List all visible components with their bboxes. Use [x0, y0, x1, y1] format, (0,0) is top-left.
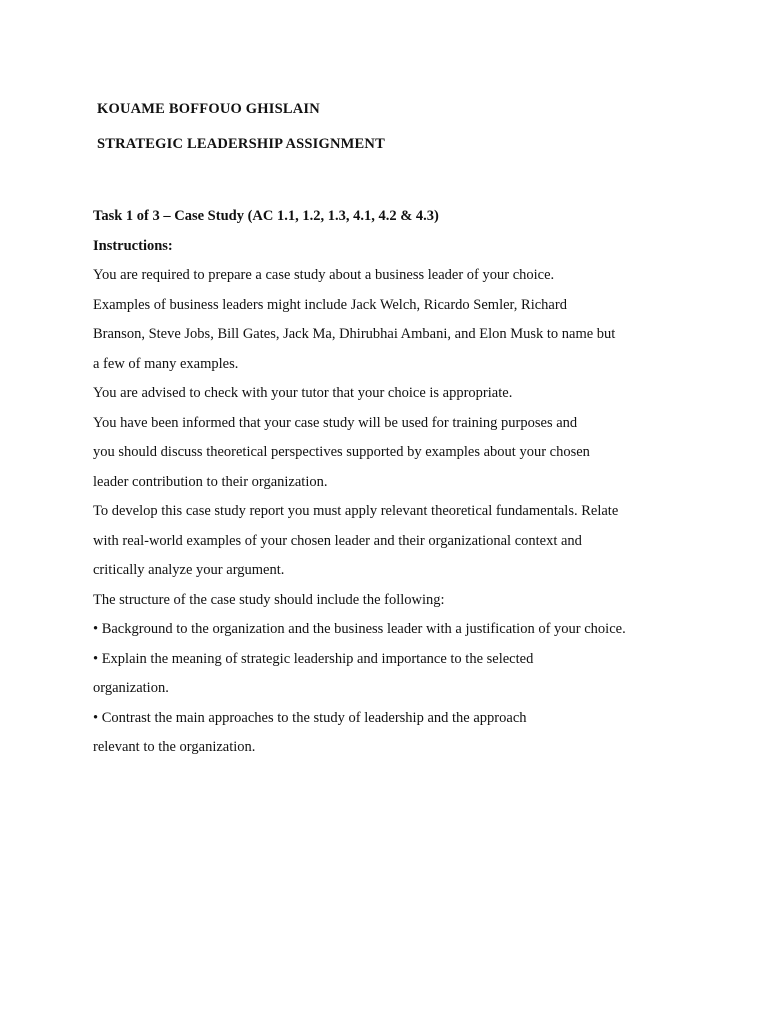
instructions-label: Instructions: — [93, 237, 173, 254]
body-line: To develop this case study report you must apply relevant theoretical fundamentals. Relate — [93, 503, 619, 519]
body-line: Examples of business leaders might include Jack Welch, Ricardo Semler, Richard — [93, 296, 567, 313]
body-line: you should discuss theoretical perspectives supported by examples about your chosen — [93, 444, 590, 460]
body-line: You are advised to check with your tutor that your choice is appropriate. — [93, 385, 513, 401]
body-line: leader contribution to their organization. — [93, 473, 328, 490]
body-line: You have been informed that your case study will be used for training purposes and — [93, 414, 578, 431]
bullet-continuation: relevant to the organization. — [93, 739, 256, 755]
bullet-continuation: organization. — [93, 680, 169, 696]
author-name: KOUAME BOFFOUO GHISLAIN — [97, 101, 320, 117]
body-line: Branson, Steve Jobs, Bill Gates, Jack Ma, Dhirubhai Ambani, and Elon Musk to name but — [93, 326, 616, 342]
body-line: a few of many examples. — [93, 355, 239, 372]
document-title: STRATEGIC LEADERSHIP ASSIGNMENT — [97, 136, 385, 152]
bullet-item: • Background to the organization and the business leader with a justification of your choice. — [93, 621, 626, 637]
body-line: You are required to prepare a case study about a business leader of your choice. — [93, 267, 555, 283]
bullet-item: • Contrast the main approaches to the study of leadership and the approach — [93, 709, 527, 726]
task-heading: Task 1 of 3 – Case Study (AC 1.1, 1.2, 1.3, 4.1, 4.2 & 4.3) — [93, 208, 439, 224]
task-section — [93, 202, 693, 763]
body-line: critically analyze your argument. — [93, 562, 285, 578]
body-line: with real-world examples of your chosen leader and their organizational context and — [93, 532, 582, 549]
body-line: The structure of the case study should include the following: — [93, 591, 445, 608]
bullet-item: • Explain the meaning of strategic leadership and importance to the selected — [93, 650, 534, 667]
